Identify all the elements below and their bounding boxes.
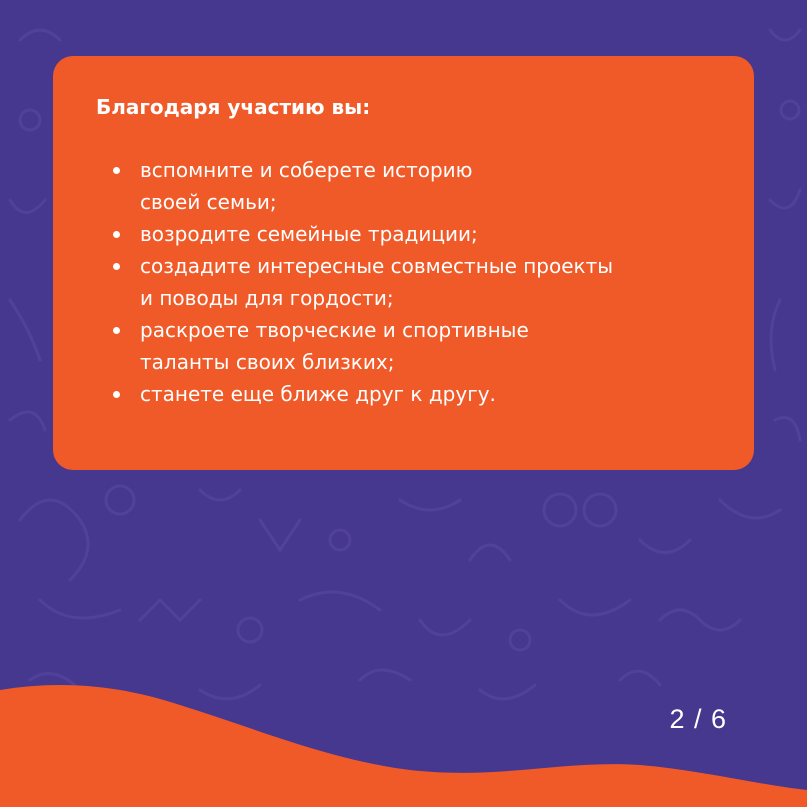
list-item-line: своей семьи; [140, 190, 277, 214]
list-item-line: и поводы для гордости; [140, 286, 394, 310]
list-item-line: станете еще ближе друг к другу. [140, 382, 496, 406]
list-item-line: возродите семейные традиции; [140, 222, 478, 246]
list-item-line: таланты своих близких; [140, 350, 395, 374]
list-item-line: раскроете творческие и спортивные [140, 318, 529, 342]
card-title: Благодаря участию вы: [96, 95, 371, 119]
list-item-line: вспомните и соберете историю [140, 158, 473, 182]
list-item-line: создадите интересные совместные проекты [140, 254, 614, 278]
page-indicator: 2 / 6 [669, 704, 727, 734]
